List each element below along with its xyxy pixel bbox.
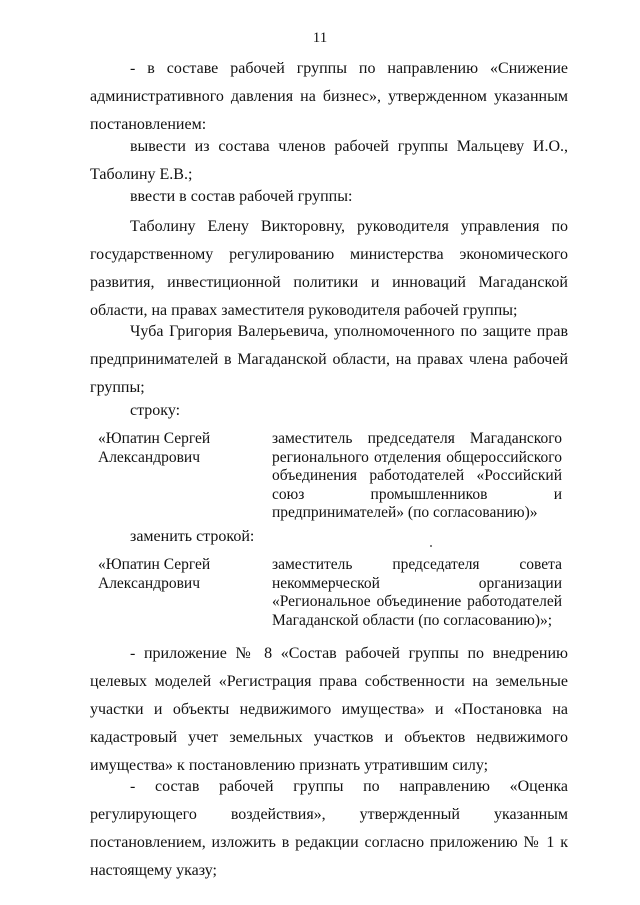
paragraph-appendix-8: - приложение № 8 «Состав рабочей группы по внедрению целевых моделей «Регистрация права собственности на земельные участки и объекты недвижимого имущества» и «Постановка на кадастровый учет земельных участков и объектов недвижимого имущества» к постановлению признать утратившим силу; [90, 645, 568, 774]
paragraph-tabolina: Таболину Елену Викторовну, руководителя управления по государственному регулированию министерства экономического развития, инвестиционной политики и инноваций Магаданской области, на правах заместителя руководителя рабочей группы; [90, 218, 568, 319]
paragraph-remove-members: вывести из состава членов рабочей группы Мальцеву И.О., Таболину Е.В.; [90, 138, 568, 183]
old-row-description: заместитель председателя Магаданского регионального отделения общероссийского объединения работодателей «Российский союз промышленников и предпринимателей» (по согласованию)» [272, 430, 562, 521]
page-number: 11 [312, 30, 328, 46]
paragraph-chuba: Чуба Григория Валерьевича, уполномоченного по защите прав предпринимателей в Магаданской области, на правах члена рабочей группы; [90, 323, 568, 396]
new-row-name: «Юпатин Сергей Александрович [98, 556, 211, 592]
paragraph-working-group-admin-pressure: - в составе рабочей группы по направлению «Снижение административного давления на бизнес», утвержденном указанным постановлением: [90, 60, 568, 133]
paragraph-line-label: строку: [130, 402, 181, 419]
new-row-description: заместитель председателя совета некоммерческой организации «Региональное объединение работодателей Магаданской области (по согласованию)»; [272, 556, 562, 629]
old-row-name: «Юпатин Сергей Александрович [98, 430, 211, 466]
paragraph-add-members: ввести в состав рабочей группы: [130, 188, 353, 205]
scan-speck [430, 545, 432, 547]
paragraph-ria-group: - состав рабочей группы по направлению «Оценка регулирующего воздействия», утвержденный указанным постановлением, изложить в редакции согласно приложению № 1 к настоящему указу; [90, 778, 568, 879]
paragraph-replace-label: заменить строкой: [130, 528, 255, 545]
